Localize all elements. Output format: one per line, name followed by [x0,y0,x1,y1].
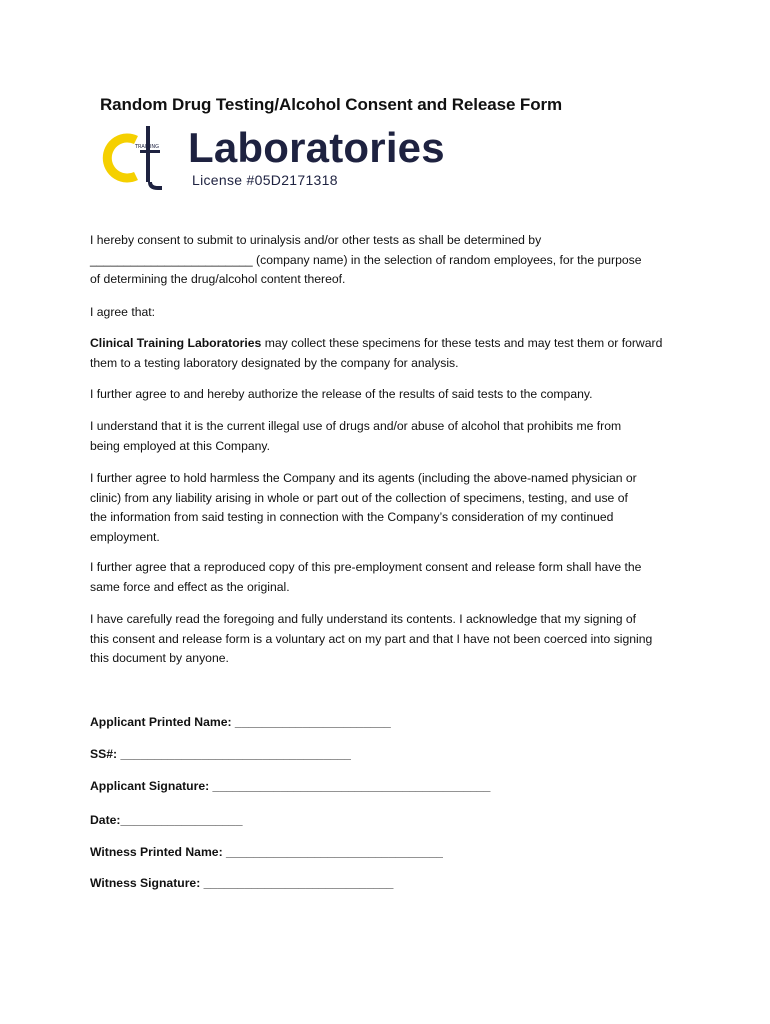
ss-field[interactable]: SS#: __________________________________ [90,747,351,761]
text-line: the information from said testing in connection with the Company’s consideration of my continued [90,510,614,524]
svg-text:TRAINING: TRAINING [135,144,160,150]
logo-license: License #05D2171318 [192,172,338,188]
applicant-name-field[interactable]: Applicant Printed Name: _______________________ [90,715,391,729]
witness-name-field[interactable]: Witness Printed Name: ________________________________ [90,845,443,859]
text-line: of determining the drug/alcohol content thereof. [90,272,346,286]
company-name-bold: Clinical Training Laboratories [90,336,262,350]
text-span: may collect these specimens for these tests and may test them or forward [261,336,663,350]
text-line: I have carefully read the foregoing and fully understand its contents. I acknowledge that my signing of [90,612,637,626]
understand-paragraph [90,417,680,456]
text-line: I further agree to hold harmless the Company and its agents (including the above-named physician or [90,471,637,485]
ct-logo-mark-icon [96,126,176,190]
text-line [90,334,680,354]
text-line: I hereby consent to submit to urinalysis and/or other tests as shall be determined by [90,233,542,247]
agree-heading: I agree that: [90,305,156,319]
consent-paragraph [90,231,680,290]
text-line: clinic) from any liability arising in whole or part out of the collection of specimens, testing, and use of [90,490,628,505]
specimen-paragraph [90,334,680,373]
date-field[interactable]: Date:__________________ [90,813,243,827]
text-line: them to a testing laboratory designated by the company for analysis. [90,355,459,370]
text-line: employment. [90,529,160,544]
text-line: this document by anyone. [90,651,229,665]
text-line: ________________________ (company name) in the selection of random employees, for the purpose [90,252,642,267]
text-line: I further agree that a reproduced copy of this pre-employment consent and release form shall have the [90,560,642,574]
text-line: being employed at this Company. [90,438,270,453]
text-line: I understand that it is the current illegal use of drugs and/or abuse of alcohol that prohibits me from [90,419,622,433]
release-paragraph: I further agree to and hereby authorize the release of the results of said tests to the company. [90,387,593,401]
witness-signature-field[interactable]: Witness Signature: ____________________________ [90,876,394,890]
text-line: same force and effect as the original. [90,579,290,594]
logo-wordmark: Laboratories [188,124,445,171]
form-title: Random Drug Testing/Alcohol Consent and Release Form [100,95,563,114]
harmless-paragraph [90,469,680,547]
text-line: this consent and release form is a voluntary act on my part and that I have not been coerced into signing [90,631,653,646]
applicant-signature-field[interactable]: Applicant Signature: _________________________________________ [90,779,491,793]
copy-paragraph [90,558,680,597]
company-logo [96,126,476,190]
acknowledge-paragraph [90,610,680,669]
